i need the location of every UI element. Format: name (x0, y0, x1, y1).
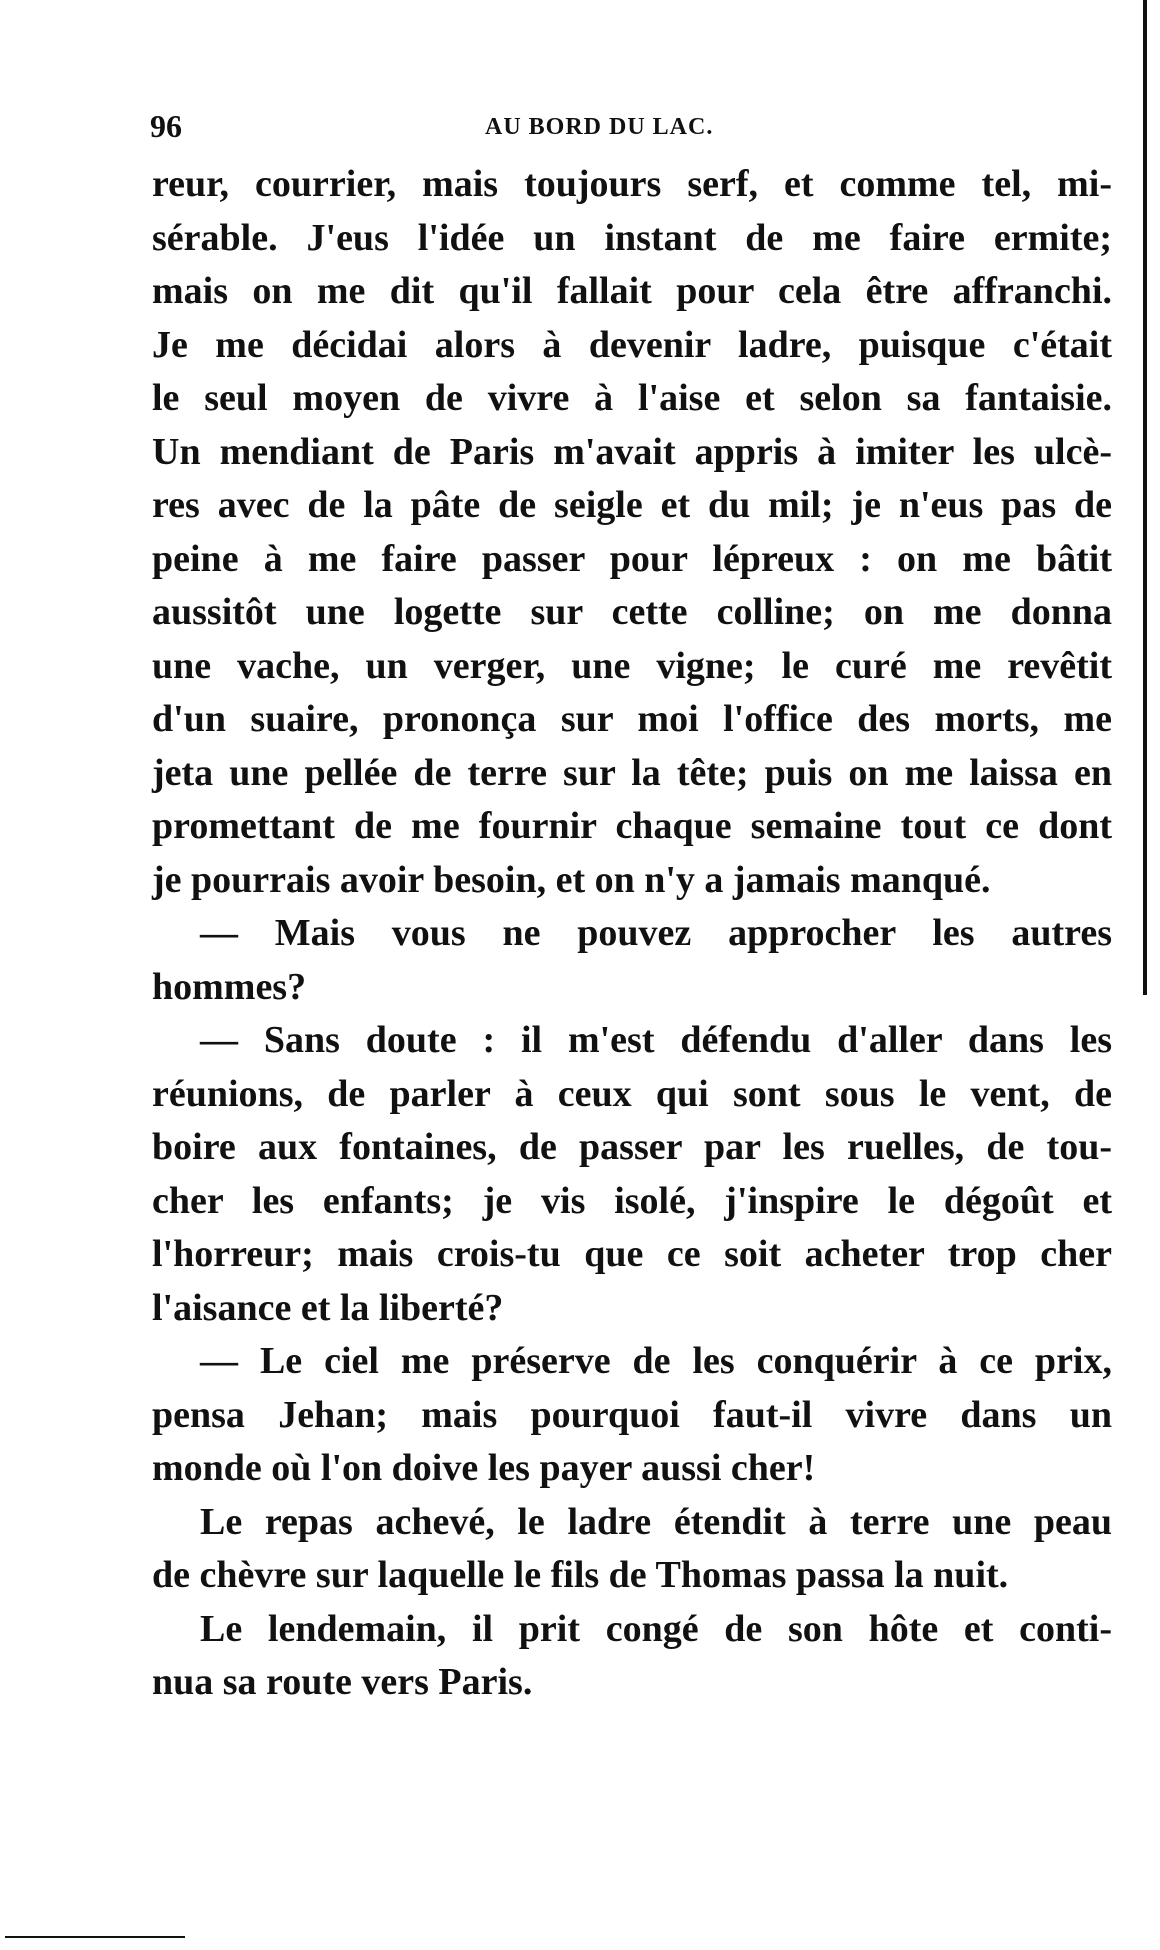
text-line: — Le ciel me préserve de les conquérir à ce prix, (200, 1340, 1112, 1382)
text-line: une vache, un verger, une vigne; le curé me revêtit (152, 644, 1112, 687)
text-line: Je me décidai alors à devenir ladre, puisque c'était (152, 323, 1112, 366)
text-line: hommes? (152, 965, 307, 1008)
text-line: je pourrais avoir besoin, et on n'y a jamais manqué. (152, 858, 991, 901)
paragraph (152, 158, 1112, 907)
text-line: jeta une pellée de terre sur la tête; puis on me laissa en (152, 751, 1112, 794)
text-line: — Mais vous ne pouvez approcher les autres (200, 912, 1112, 954)
text-line: de chèvre sur laquelle le fils de Thomas passa la nuit. (152, 1554, 1009, 1596)
text-line: nua sa route vers Paris. (152, 1661, 533, 1703)
page-edge-border (1143, 0, 1147, 995)
text-line: mais on me dit qu'il fallait pour cela être affranchi. (152, 270, 1112, 312)
text-line: le seul moyen de vivre à l'aise et selon sa fantaisie. (152, 377, 1112, 419)
running-title: AU BORD DU LAC. (485, 114, 714, 140)
text-line: peine à me faire passer pour lépreux : on me bâtit (152, 537, 1112, 580)
text-line: cher les enfants; je vis isolé, j'inspire le dégoût et (152, 1179, 1112, 1222)
text-line: Le lendemain, il prit congé de son hôte et conti- (200, 1607, 1112, 1650)
paragraph (152, 1496, 1112, 1603)
text-line: — Sans doute : il m'est défendu d'aller dans les (200, 1019, 1112, 1061)
text-line: reur, courrier, mais toujours serf, et comme tel, mi- (152, 163, 1112, 205)
page-header (150, 108, 1110, 152)
paragraph (152, 1335, 1112, 1496)
text-line: aussitôt une logette sur cette colline; on me donna (152, 591, 1112, 633)
page-number: 96 (150, 108, 182, 144)
text-line: sérable. J'eus l'idée un instant de me faire ermite; (152, 216, 1112, 259)
paragraph (152, 1014, 1112, 1335)
text-line: monde où l'on doive les payer aussi cher! (152, 1447, 816, 1489)
text-line: Le repas achevé, le ladre étendit à terre une peau (200, 1500, 1112, 1543)
text-line: res avec de la pâte de seigle et du mil; je n'eus pas de (152, 484, 1112, 526)
text-line: boire aux fontaines, de passer par les ruelles, de tou- (152, 1126, 1112, 1168)
paragraph (152, 1603, 1112, 1710)
text-line: réunions, de parler à ceux qui sont sous le vent, de (152, 1072, 1112, 1115)
body-text (152, 158, 1112, 1710)
text-line: Un mendiant de Paris m'avait appris à imiter les ulcè- (152, 430, 1112, 473)
text-line: d'un suaire, prononça sur moi l'office des morts, me (152, 698, 1112, 740)
bottom-rule (5, 1936, 185, 1938)
text-line: pensa Jehan; mais pourquoi faut-il vivre dans un (152, 1393, 1112, 1436)
paragraph (152, 907, 1112, 1014)
text-line: l'aisance et la liberté? (152, 1286, 504, 1329)
text-line: promettant de me fournir chaque semaine tout ce dont (152, 805, 1112, 847)
text-line: l'horreur; mais crois-tu que ce soit acheter trop cher (152, 1233, 1112, 1275)
